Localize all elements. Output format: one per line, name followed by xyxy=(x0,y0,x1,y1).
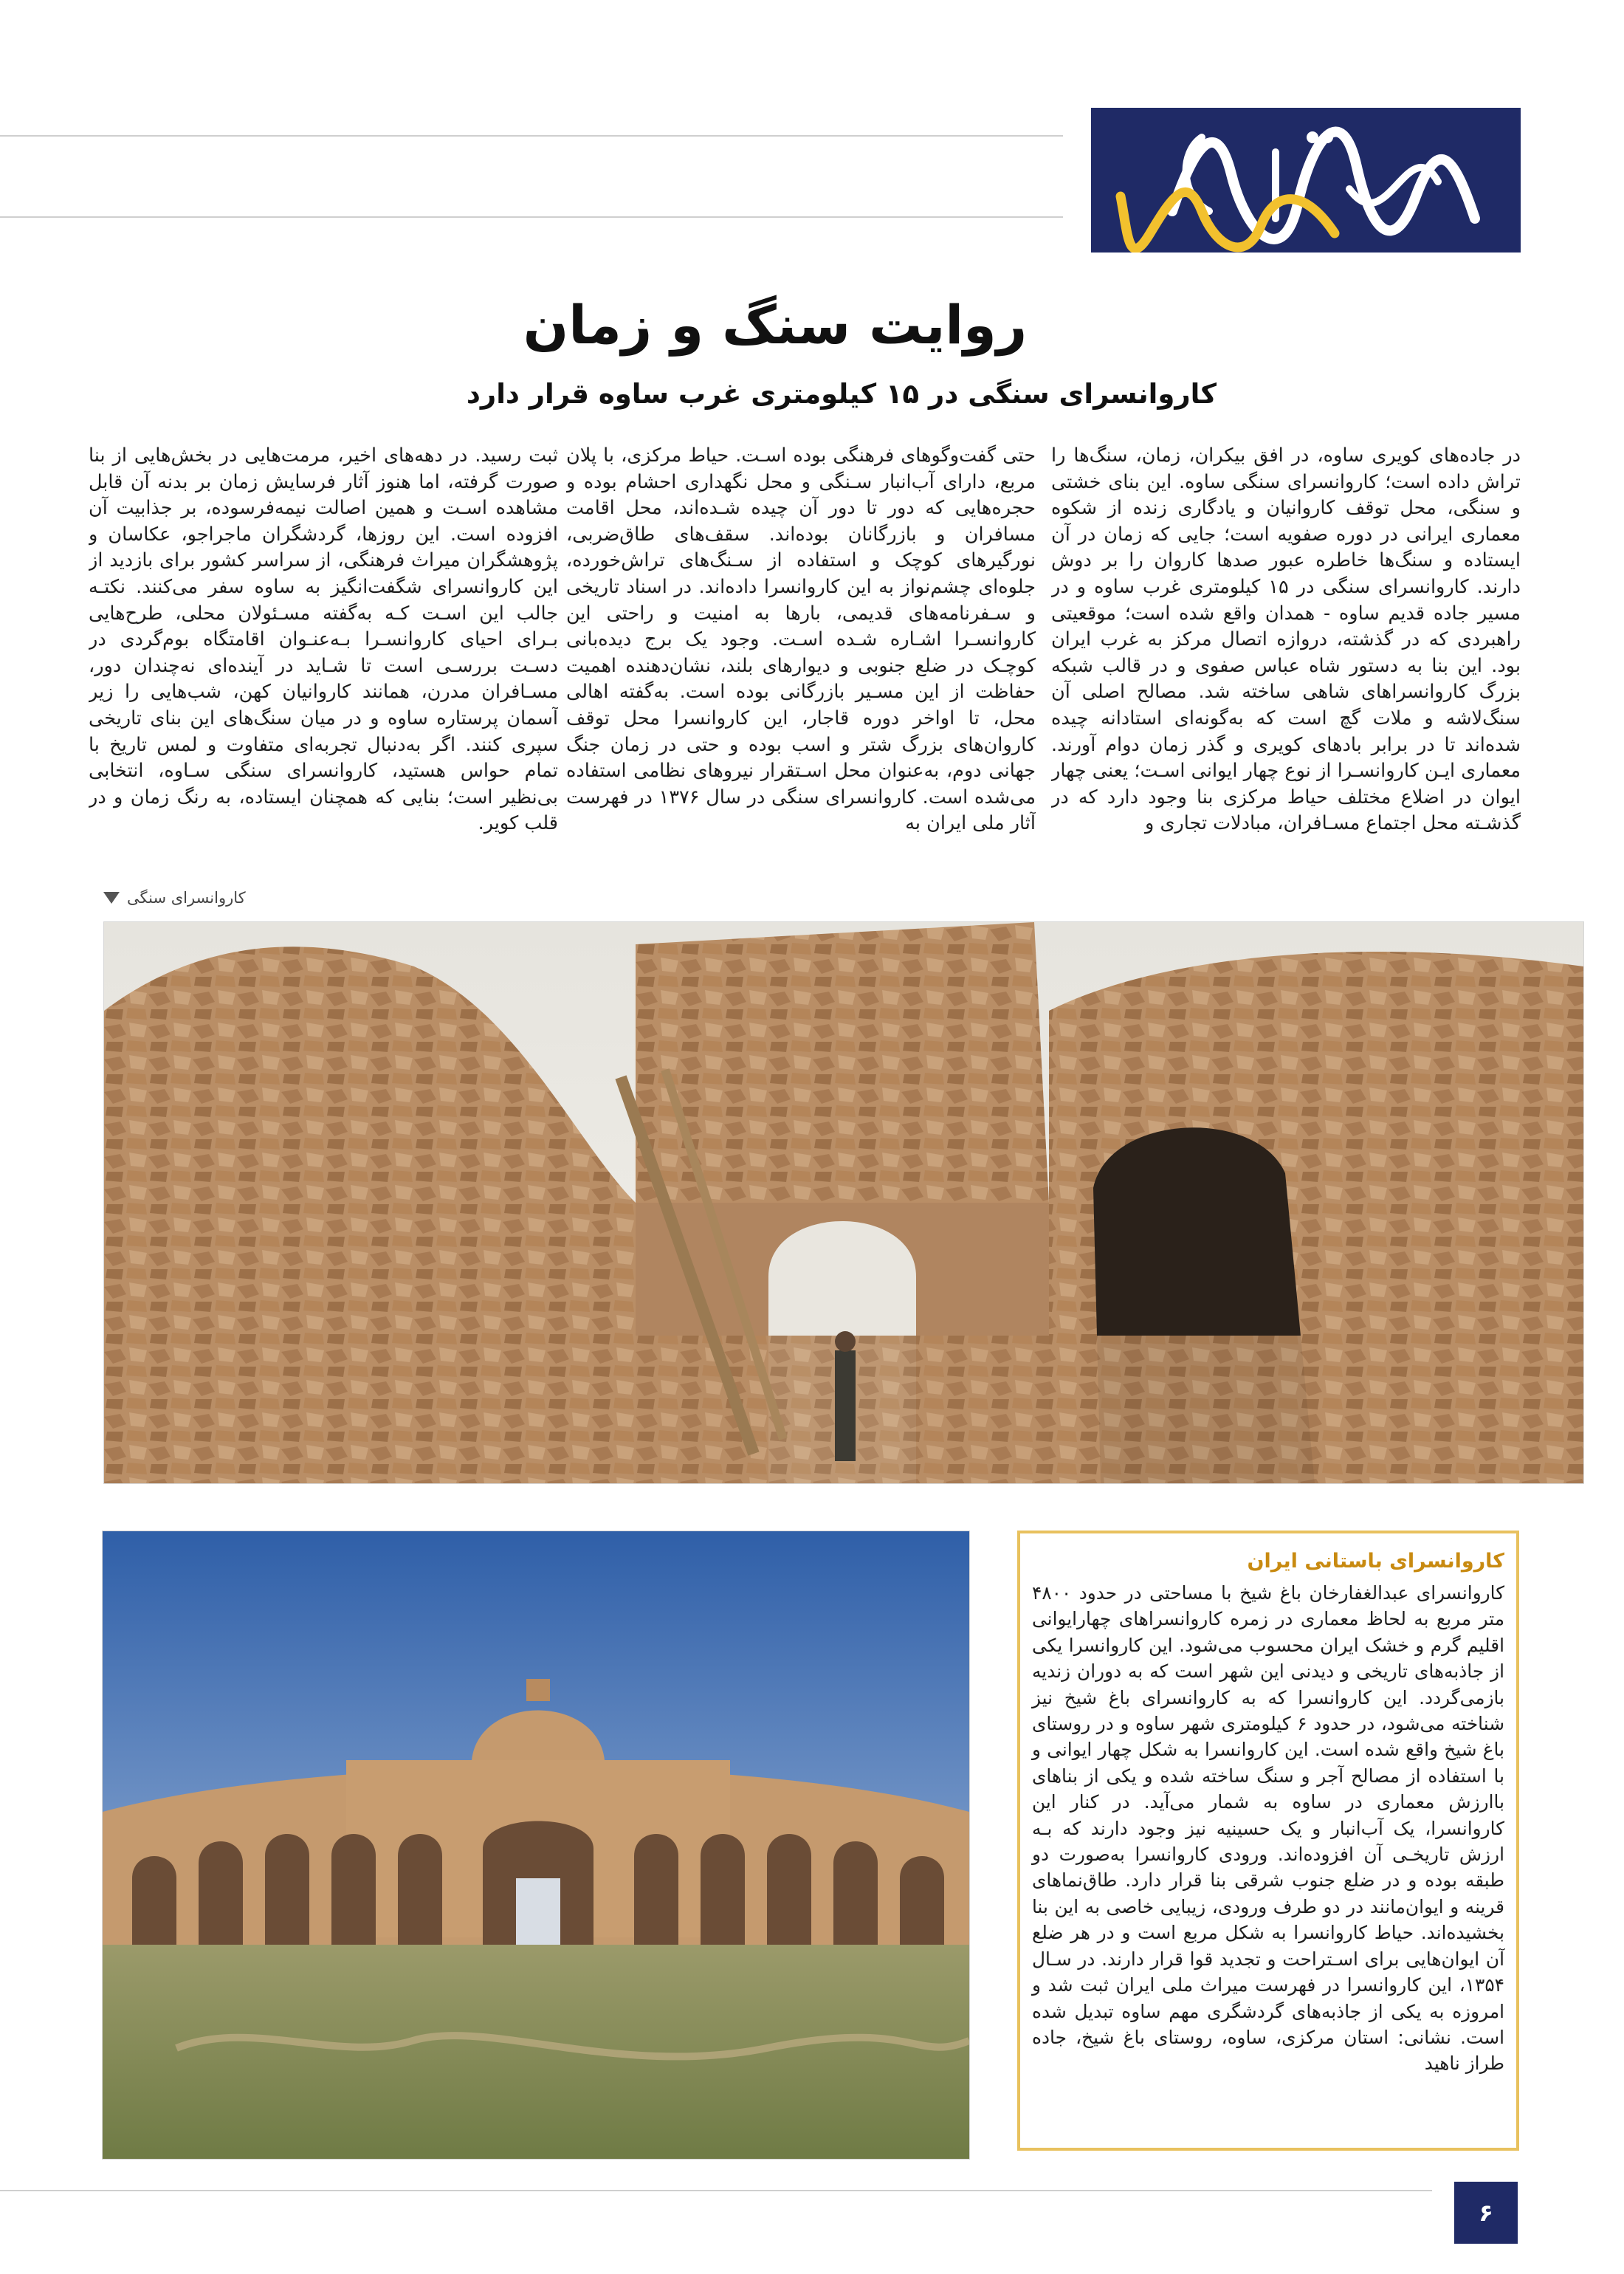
header-rule-lower xyxy=(0,216,1063,218)
stone-caravanserai-photo xyxy=(103,921,1584,1484)
bagh-sheikh-caravanserai-photo xyxy=(102,1531,970,2160)
article-subtitle: کاروانسرای سنگی در ۱۵ کیلومتری غرب ساوه قرار دارد xyxy=(466,378,1217,410)
photo-caption xyxy=(103,889,246,907)
footer-rule xyxy=(0,2190,1432,2191)
logo-lettering-icon xyxy=(1091,108,1521,253)
article-column-2: حتی گفت‌وگوهای فرهنگی بوده اسـت. حیاط مرکزی، با پلان مربع، دارای آب‌انبار سـنگی و محل نگهداری احشام بوده و حجره‌هایی که دور تا دور آن چیده شـده‌اند، محل اقامت مسافران و بازرگانان بوده‌اند. سقف‌های طاق‌ضربی، نورگیرهای کوچک و استفاده از سـنگ‌های تراش‌خورده، جلوه‌ای چشم‌نواز به این کاروانسرا داده‌اند. در اسناد تاریخی و سـفرنامه‌های قدیمی، بارها به امنیت و راحتی این کاروانسـرا اشـاره شـده اسـت. وجود یک برج دیده‌بانی کوچـک در ضلع جنوبی و دیوارهای بلند، نشان‌دهنده اهمیت حفاظت از این مسـیر بازرگانی بوده است. به‌گفته اهالی محل، تا اواخر دوره قاجار، این کاروانسرا محل توقف کاروان‌های بزرگ شتر و اسب بوده و حتی در زمان جنگ جهانی دوم، به‌عنوان محل اسـتقرار نیروهای نظامی استفاده می‌شده است. کاروانسرای سنگی در سال ۱۳۷۶ در فهرست آثار ملی ایران به xyxy=(566,444,1036,835)
brick-courtyard-illustration-icon xyxy=(103,1531,969,2159)
magazine-logo xyxy=(1091,108,1521,253)
caption-triangle-icon xyxy=(103,892,120,904)
sidebar-body: کاروانسرای عبدالغفارخان باغ شیخ با مساحتی در حدود ۴۸۰۰ متر مربع به لحاظ معماری در زمره کاروانسراهای چهارایوانی اقلیم گرم و خشک ایران محسوب می‌شود. این کاروانسرا یکی از جاذبه‌های تاریخی و دیدنی این شهر است که به دوران زندیه بازمی‌گردد. این کاروانسرا که به کاروانسرای باغ شیخ نیز شناخته می‌شود، در حدود ۶ کیلومتری شهر ساوه و در روستای باغ شیخ واقع شده است. این کاروانسرا به شکل چهار ایوانی و با استفاده از مصالح آجر و سنگ ساخته شده و یکی از بناهای باارزش معماری در ساوه به شمار می‌آید. در کنار این کاروانسرا، یک آب‌انبار و یک حسینیه نیز وجود دارند که بـه ارزش تاریخـی آن افزوده‌اند. ورودی کاروانسرا به‌صورت دو طبقه بوده و در ضلع جنوب شرقی بنا قرار دارد. طاق‌نماهای قرینه و ایوان‌مانند در دو طرف ورودی، زیبایی خاصی به این بنا بخشیده‌اند. حیاط کاروانسرا به شکل مربع است و در هر ضلع آن ایوان‌هایی برای اسـتراحت و تجدید قوا قرار دارند. در سـال ۱۳۵۴، این کاروانسرا در فهرست میراث ملی ایران ثبت شد و امروزه به یکی از جاذبه‌های گردشگری مهم ساوه تبدیل شده است. نشانی: استان مرکزی، ساوه، روستای باغ شیخ، جاده طراز ناهید xyxy=(1032,1582,1504,2075)
ruined-stone-walls-illustration-icon xyxy=(104,922,1583,1483)
article-column-3: ثبت رسید. در دهه‌های اخیر، مرمت‌هایی در بخش‌هایی از بنا صورت گرفته، اما هنوز آثار فرسایش زمان بر بدنه آن قابل مشاهده اسـت و همین اصالت نیمه‌فرسوده، بر جذابیت آن افزوده است. این روزها، گردشگران ماجراجو، عکاسان و پژوهشگران میراث فرهنگی، از سراسر کشور برای بازدید از این کاروانسرای شگفت‌انگیز به ساوه سفر می‌کنند. نکتـه جالب این اسـت کـه به‌گفته مسـئولان محلی، طرح‌هایی بـرای احیای کاروانسـرا بـه‌عنـوان اقامتگاه بوم‌گردی در دسـت بررسـی است تا شـاید در آینده‌ای نه‌چندان دور، مسـافران مدرن، همانند کاروانیان کهن، شب‌هایی را زیر آسمان پرستاره ساوه و در میان سنگ‌های این بنای تاریخی سپری کنند. اگر به‌دنبال تجربه‌ای متفاوت و لمس تاریخ با تمام حواس هستید، کاروانسرای سنگی سـاوه، انتخابی بی‌نظیر است؛ بنایی که همچنان ایستاده، به رنگ زمان و در قلب کویر. xyxy=(89,444,558,835)
page-number: ۶ xyxy=(1454,2182,1518,2244)
header-rule xyxy=(0,135,1063,137)
photo-caption-text: کاروانسرای سنگی xyxy=(127,889,246,907)
sidebar-title: کاروانسرای باستانی ایران xyxy=(1247,1550,1504,1573)
sidebar-box xyxy=(1017,1531,1519,2151)
article-column-1: در جاده‌های کویری ساوه، در افق بیکران، زمان، سنگ‌ها را تراش داده است؛ کاروانسرای سنگی ساوه. این بنای خشتی و سنگی، محل توقف کاروانیان و یادگاری زنده از شکوه معماری ایرانی در دوره صفویه است؛ جایی که زمان در آن ایستاده و سنگ‌ها خاطره عبور صدها کاروان را بر دوش دارند. کاروانسرای سنگی در ۱۵ کیلومتری غرب ساوه و در مسیر جاده قدیم ساوه - همدان واقع شده است؛ موقعیتی راهبردی که در گذشته، دروازه اتصال مرکز به غرب ایران بود. این بنا به دستور شاه عباس صفوی و در قالب شبکه بزرگ کاروانسراهای شاهی ساخته شد. مصالح اصلی آن سنگ‌لاشه و ملات گچ است که به‌گونه‌ای استادانه چیده شده‌اند تا در برابر بادهای کویری و گذر زمان دوام آورند. معماری ایـن کاروانسـرا از نوع چهار ایوانی اسـت؛ یعنی چهار ایوان در اضلاع مختلف حیاط مرکزی بنا وجود دارد که در گذشـته محل اجتماع مسـافران، مبادلات تجاری و xyxy=(1051,444,1521,835)
article-title: روایت سنگ و زمان xyxy=(523,294,1028,356)
